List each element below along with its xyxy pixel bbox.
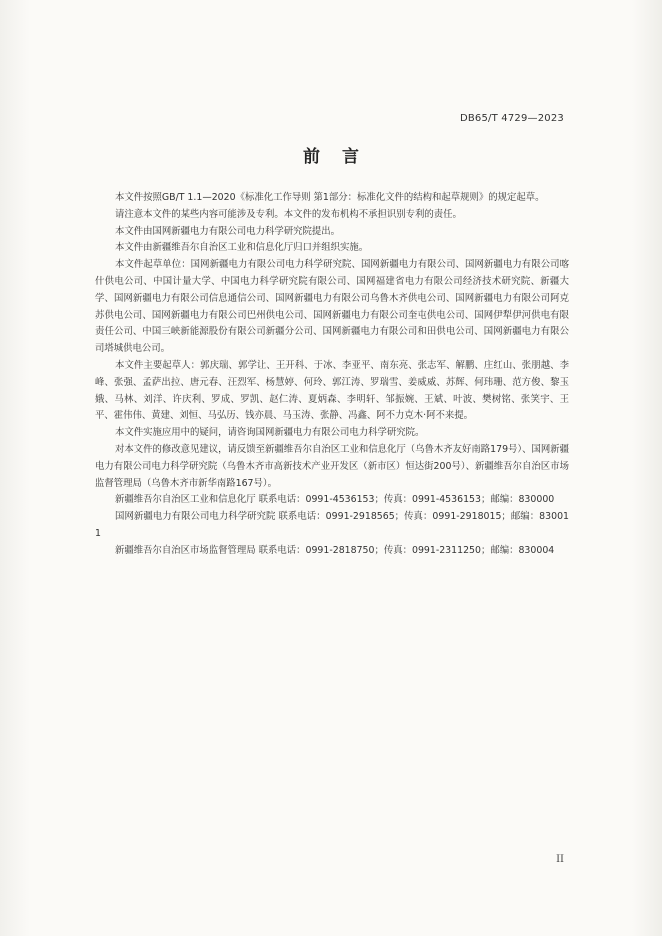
paragraph-patent-notice: 请注意本文件的某些内容可能涉及专利。本文件的发布机构不承担识别专利的责任。 [115, 208, 462, 220]
contact-line-research-institute: 国网新疆电力有限公司电力科学研究院 联系电话：0991-2918565；传真：0991-2918015；邮编：830011 [95, 511, 569, 539]
paragraph-drafting-units: 本文件起草单位：国网新疆电力有限公司电力科学研究院、国网新疆电力有限公司、国网新疆电力有限公司喀什供电公司、中国计量大学、中国电力科学研究院有限公司、国网福建省电力有限公司经济技术研究院、新疆大学、国网新疆电力有限公司信息通信公司、国网新疆电力有限公司乌鲁木齐供电公司、国网新疆电力有限公司阿克苏供电公司、国网新疆电力有限公司巴州供电公司、国网新疆电力有限公司奎屯供电公司、国网伊犁伊河供电有限责任公司、中国三峡新能源股份有限公司新疆分公司、国网新疆电力有限公司和田供电公司、国网新疆电力有限公司塔城供电公司。 [95, 259, 569, 355]
paragraph-inquiries: 本文件实施应用中的疑问，请咨询国网新疆电力有限公司电力科学研究院。 [115, 427, 425, 439]
page-number: II [556, 854, 564, 865]
paragraph-proposer: 本文件由国网新疆电力有限公司电力科学研究院提出。 [115, 225, 341, 237]
paragraph-drafters: 本文件主要起草人：郭庆瑞、郭学让、王开科、于冰、李亚平、南东亮、张志军、解鹏、庄红山、张朋越、李峰、张强、孟萨出拉、唐元春、汪烈军、杨慧婷、何玲、郭江涛、罗瑞雪、姜威威、苏辉、何玮珊、范方俊、黎玉娥、马林、刘洋、许庆利、罗成、罗凯、赵仁涛、夏炳森、李明轩、邹振婉、王斌、叶波、樊树铭、张笑宇、王平、霍伟伟、黄建、刘恒、马弘历、钱亦晨、马玉涛、张静、冯鑫、阿不力克木·阿不来提。 [95, 359, 569, 422]
document-code: DB65/T 4729—2023 [459, 113, 564, 124]
paragraph-feedback: 对本文件的修改意见建议，请反馈至新疆维吾尔自治区工业和信息化厅（乌鲁木齐友好南路179号）、国网新疆电力有限公司电力科学研究院（乌鲁木齐市高新技术产业开发区（新市区）恒达街200号）、新疆维吾尔自治区市场监督管理局（乌鲁木齐市新华南路167号）。 [95, 443, 569, 489]
foreword-body [95, 190, 569, 560]
contact-line-industry-dept: 新疆维吾尔自治区工业和信息化厅 联系电话：0991-4536153；传真：0991-4536153；邮编：830000 [115, 494, 555, 506]
page-title-text: 前言 [303, 147, 381, 167]
paragraph-drafting-rules: 本文件按照GB/T 1.1—2020《标准化工作导则 第1部分：标准化文件的结构和起草规则》的规定起草。 [115, 192, 545, 203]
page-title [0, 142, 662, 167]
contact-line-market-regulation: 新疆维吾尔自治区市场监督管理局 联系电话：0991-2818750；传真：0991-2311250；邮编：830004 [115, 544, 555, 556]
paragraph-administrator: 本文件由新疆维吾尔自治区工业和信息化厅归口并组织实施。 [115, 242, 369, 254]
